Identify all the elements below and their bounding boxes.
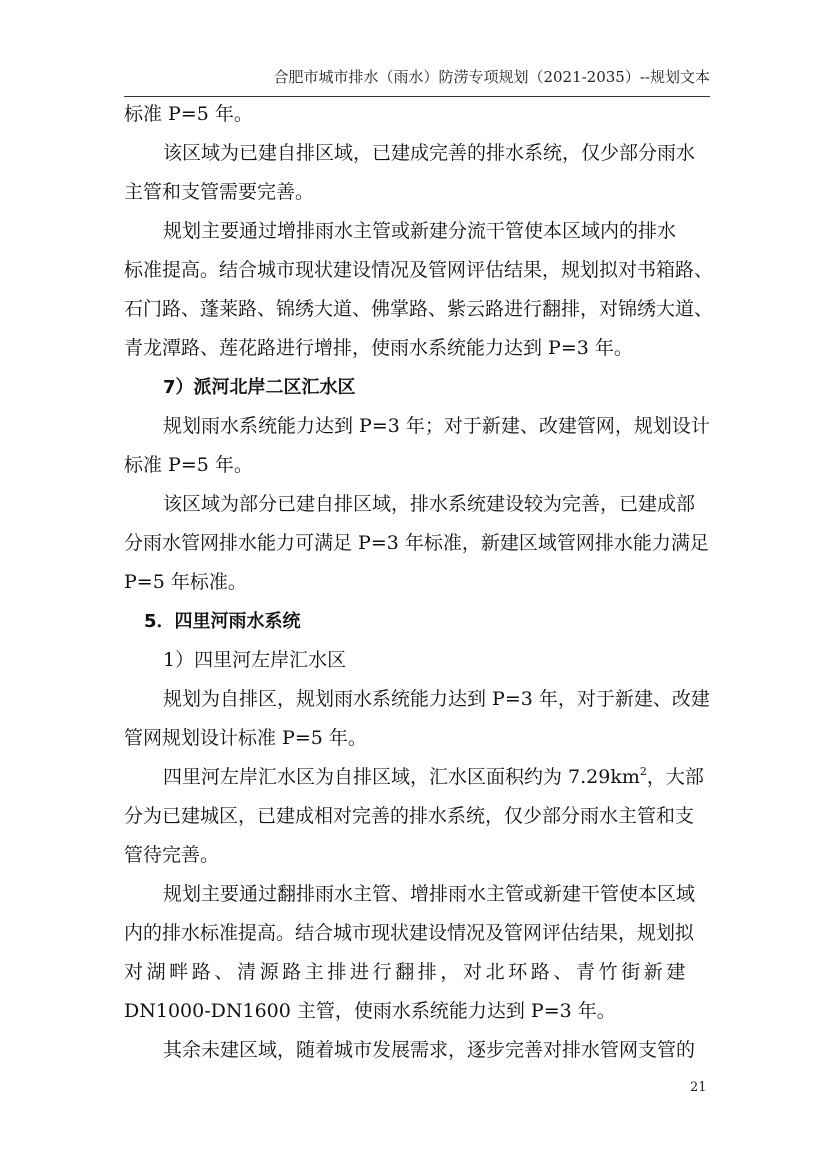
text-span: 四里河左岸汇水区为自排区域，汇水区面积约为 7.29km bbox=[163, 766, 640, 788]
text-line: 标准 P=5 年。 bbox=[124, 103, 253, 125]
text-line: 分为已建城区，已建成相对完善的排水系统，仅少部分雨水主管和支 bbox=[124, 805, 695, 827]
subsection-heading: 1）四里河左岸汇水区 bbox=[163, 649, 347, 671]
paragraph-start: 规划雨水系统能力达到 P=3 年；对于新建、改建管网，规划设计 bbox=[163, 415, 710, 437]
paragraph-start: 规划主要通过翻排雨水主管、增排雨水主管或新建干管使本区域 bbox=[163, 883, 696, 905]
paragraph-start: 规划主要通过增排雨水主管或新建分流干管使本区域内的排水 bbox=[163, 220, 677, 242]
text-line: 管待完善。 bbox=[124, 844, 220, 866]
text-line: 对湖畔路、清源路主排进行翻排，对北环路、青竹街新建 bbox=[124, 961, 690, 983]
text-line: 内的排水标准提高。结合城市现状建设情况及管网评估结果，规划拟 bbox=[124, 922, 695, 944]
text-line: P=5 年标准。 bbox=[124, 571, 247, 593]
paragraph-start: 该区域为已建自排区域，已建成完善的排水系统，仅少部分雨水 bbox=[163, 142, 696, 164]
text-line: 石门路、蓬莱路、锦绣大道、佛掌路、紫云路进行翻排，对锦绣大道、 bbox=[124, 298, 714, 320]
text-line: DN1000-DN1600 主管，使雨水系统能力达到 P=3 年。 bbox=[124, 1000, 616, 1022]
text-line: 分雨水管网排水能力可满足 P=3 年标准，新建区域管网排水能力满足 bbox=[124, 532, 709, 554]
text-span: ，大部 bbox=[646, 766, 704, 788]
text-line: 管网规划设计标准 P=5 年。 bbox=[124, 727, 367, 749]
text-line: 标准提高。结合城市现状建设情况及管网评估结果，规划拟对书箱路、 bbox=[124, 259, 714, 281]
page-number: 21 bbox=[690, 1080, 707, 1095]
paragraph-start: 规划为自排区，规划雨水系统能力达到 P=3 年，对于新建、改建 bbox=[163, 688, 710, 710]
section-heading-7: 7）派河北岸二区汇水区 bbox=[163, 377, 356, 398]
section-heading-5: 5．四里河雨水系统 bbox=[144, 611, 301, 632]
text-line: 标准 P=5 年。 bbox=[124, 454, 253, 476]
paragraph-start bbox=[124, 758, 708, 797]
running-header: 合肥市城市排水（雨水）防涝专项规划（2021-2035）--规划文本 bbox=[273, 68, 710, 86]
superscript: 2 bbox=[639, 765, 647, 778]
paragraph-start: 其余未建区域，随着城市发展需求，逐步完善对排水管网支管的 bbox=[163, 1039, 696, 1061]
paragraph-start: 该区域为部分已建自排区域，排水系统建设较为完善，已建成部 bbox=[163, 493, 696, 515]
page-body bbox=[124, 95, 714, 1070]
text-line: 主管和支管需要完善。 bbox=[124, 181, 315, 203]
text-line: 青龙潭路、莲花路进行增排，使雨水系统能力达到 P=3 年。 bbox=[124, 337, 633, 359]
